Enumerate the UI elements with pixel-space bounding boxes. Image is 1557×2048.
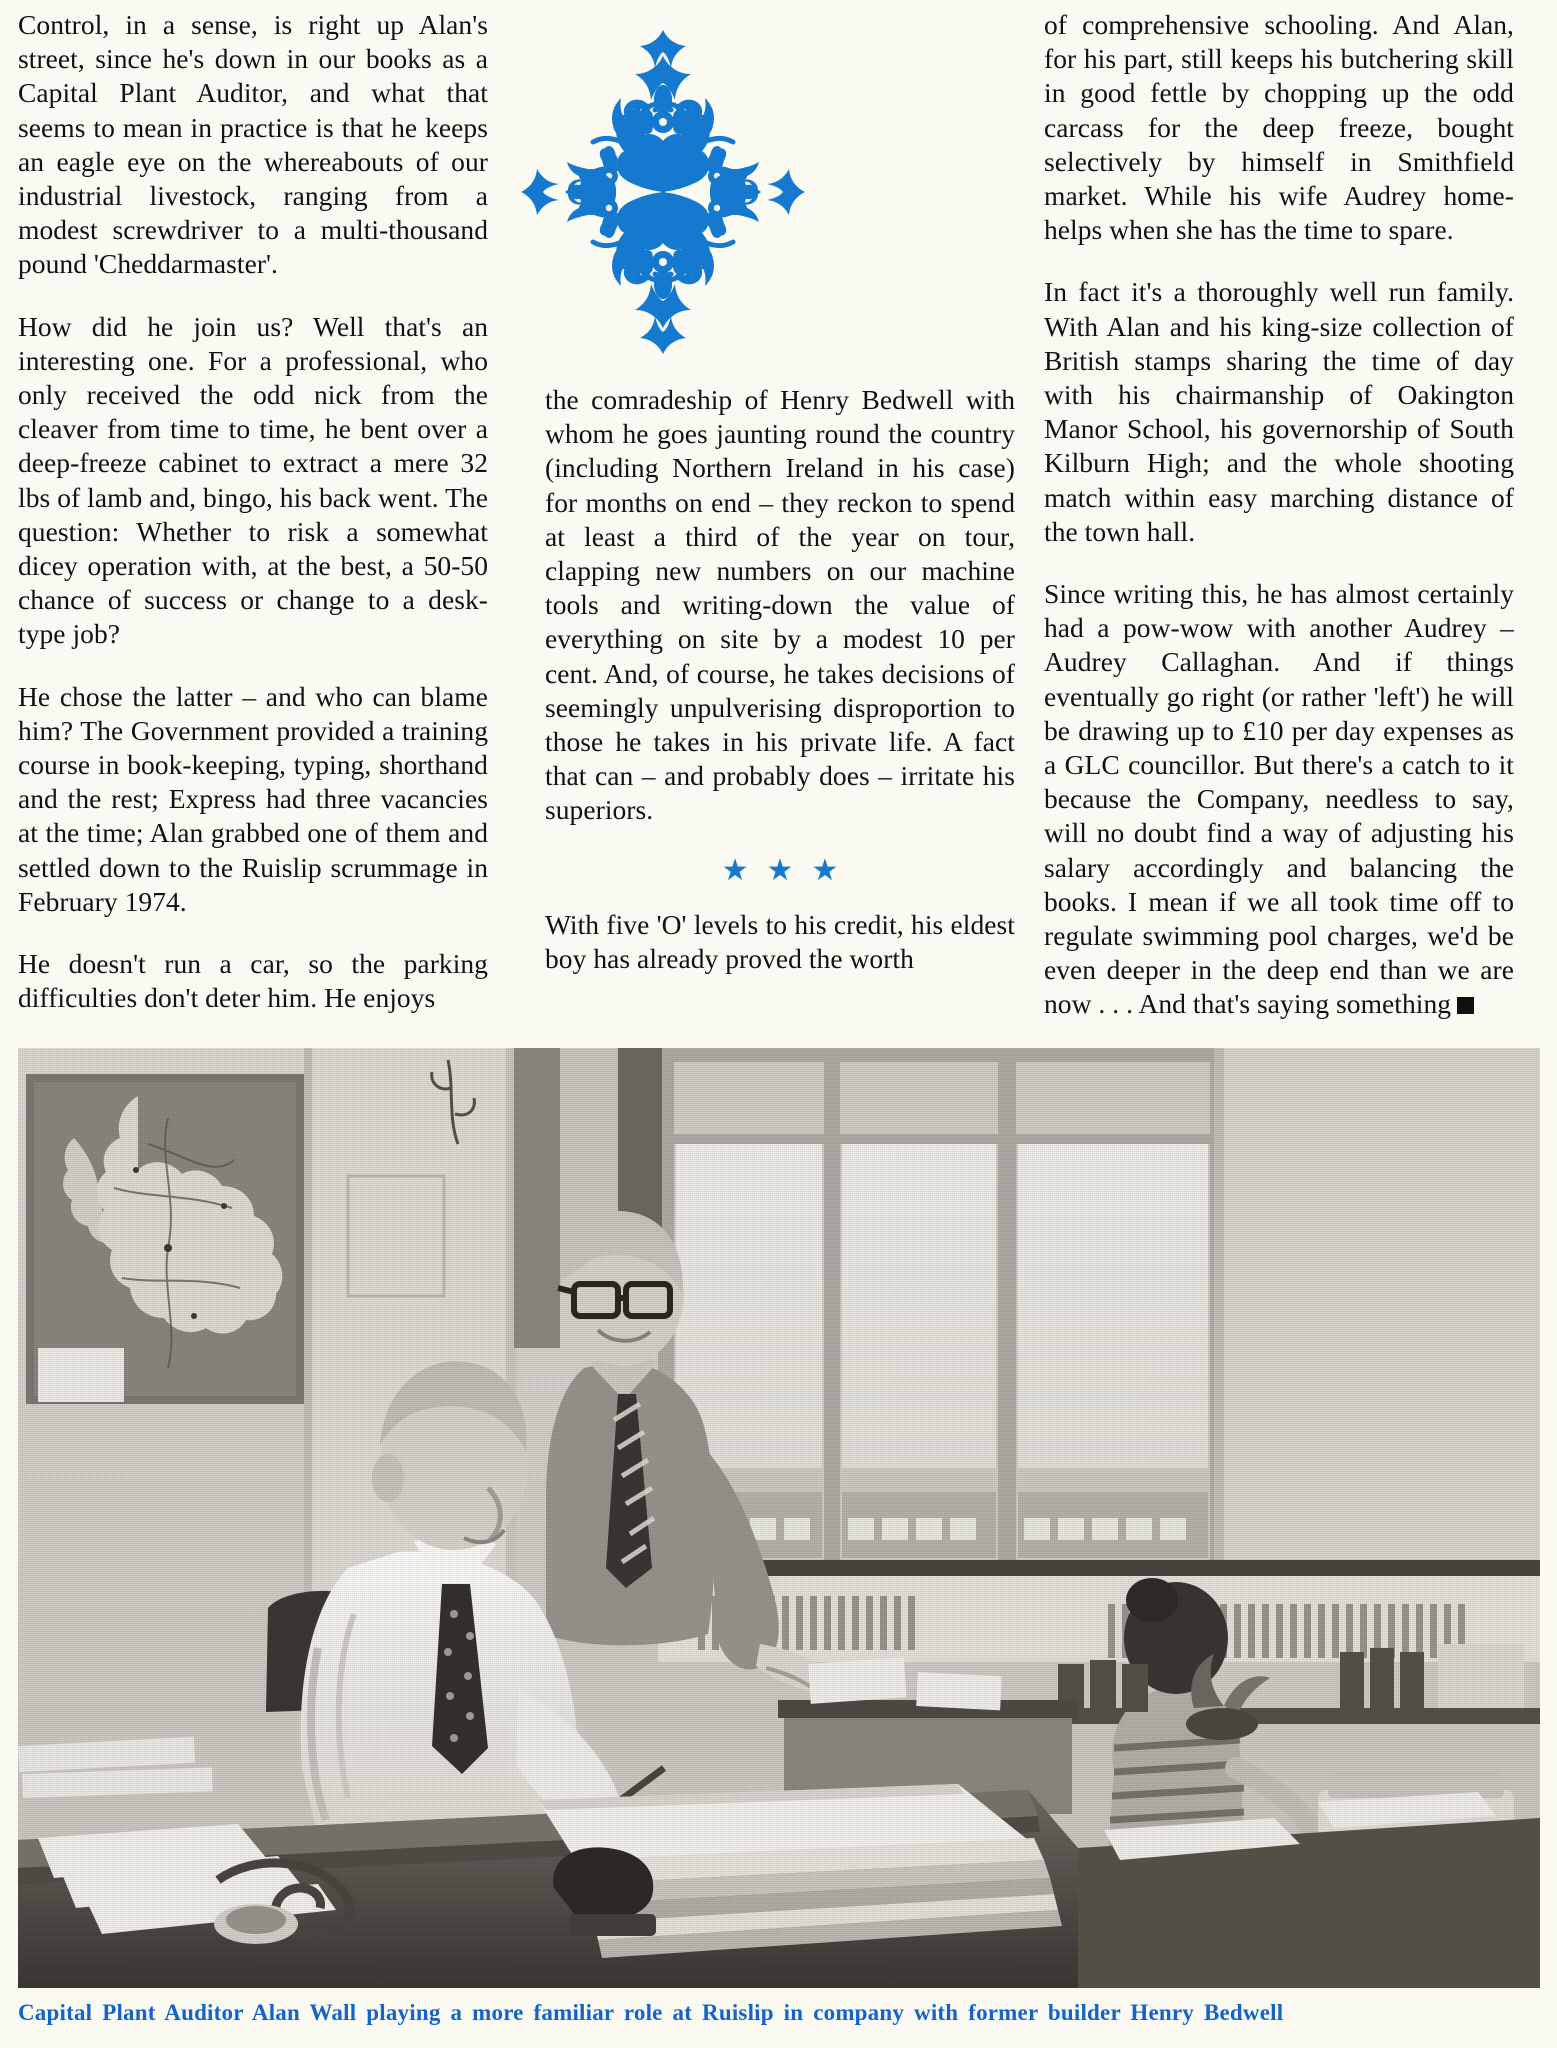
end-mark-icon bbox=[1457, 997, 1474, 1014]
photo-caption: Capital Plant Auditor Alan Wall playing a more familiar role at Ruislip in company with former builder Henry Bedwell bbox=[18, 2000, 1284, 2025]
star-icon: ★ bbox=[811, 853, 857, 887]
article-columns bbox=[18, 8, 1543, 1028]
star-icon: ★ bbox=[766, 853, 812, 887]
paragraph: In fact it's a thoroughly well run family. With Alan and his king-size collection of British stamps sharing the time of day with his chairmanship of Oakington Manor School, his governorship of South Kilburn High; and the whole shooting match within easy marching distance of the town hall. bbox=[1044, 276, 1514, 547]
paragraph-text: Since writing this, he has almost certainly had a pow-wow with another Audrey – Audrey Callaghan. And if things eventually go right (or rather 'left') he will be drawing up to £10 per day expenses as a GLC councillor. But there's a catch to it because the Company, needless to say, will no doubt find a way of adjusting his salary accordingly and balancing the books. I mean if we all took time off to regulate swimming pool charges, we'd be even deeper in the deep end than we are now . . . And that's saying something bbox=[1044, 578, 1514, 1020]
paragraph: How did he join us? Well that's an interesting one. For a professional, who only received the odd nick from the cleaver from time to time, he bent over a deep-freeze cabinet to extract a mere 32 lbs of lamb and, bingo, his back went. The question: Whether to risk a somewhat dicey operation with, at the best, a 50-50 chance of success or change to a desk-type job? bbox=[18, 310, 488, 650]
star-icon: ★ bbox=[721, 853, 767, 887]
paragraph: the comradeship of Henry Bedwell with whom he goes jaunting round the country (including Northern Ireland in his case) for months on end – they reckon to spend at least a third of the year on tour, clapping new numbers on our machine tools and writing-down the value of everything on site by a modest 10 per cent. And, of course, he takes decisions of seemingly unpulverising disproportion to those he takes in his private life. A fact that can – and probably does – irritate his superiors. bbox=[545, 384, 1015, 826]
paragraph: of comprehensive schooling. And Alan, for his part, still keeps his butchering skill in good fettle by chopping up the odd carcass for the deep freeze, bought selectively by himself in Smithfield market. While his wife Audrey home-helps when she has the time to spare. bbox=[1044, 9, 1514, 246]
paragraph bbox=[1044, 577, 1514, 1022]
column-left bbox=[18, 8, 488, 1015]
column-right bbox=[1044, 8, 1514, 1022]
photograph bbox=[18, 1048, 1540, 1988]
paragraph: With five 'O' levels to his credit, his eldest boy has already proved the worth bbox=[545, 908, 1015, 974]
star-divider bbox=[545, 853, 1015, 887]
paragraph: He doesn't run a car, so the parking difficulties don't deter him. He enjoys bbox=[18, 948, 488, 1014]
column-middle bbox=[545, 8, 1015, 976]
paragraph: He chose the latter – and who can blame him? The Government provided a training course in book-keeping, typing, shorthand and the rest; Express had three vacancies at the time; Alan grabbed one of them and settled down to the Ruislip scrummage in February 1974. bbox=[18, 680, 488, 917]
photograph-image bbox=[18, 1048, 1540, 1988]
paragraph: Control, in a sense, is right up Alan's street, since he's down in our books as a Capital Plant Auditor, and what that seems to mean in practice is that he keeps an eagle eye on the whereabouts of our industrial livestock, ranging from a modest screwdriver to a multi-thousand pound 'Cheddarmaster'. bbox=[18, 9, 488, 280]
